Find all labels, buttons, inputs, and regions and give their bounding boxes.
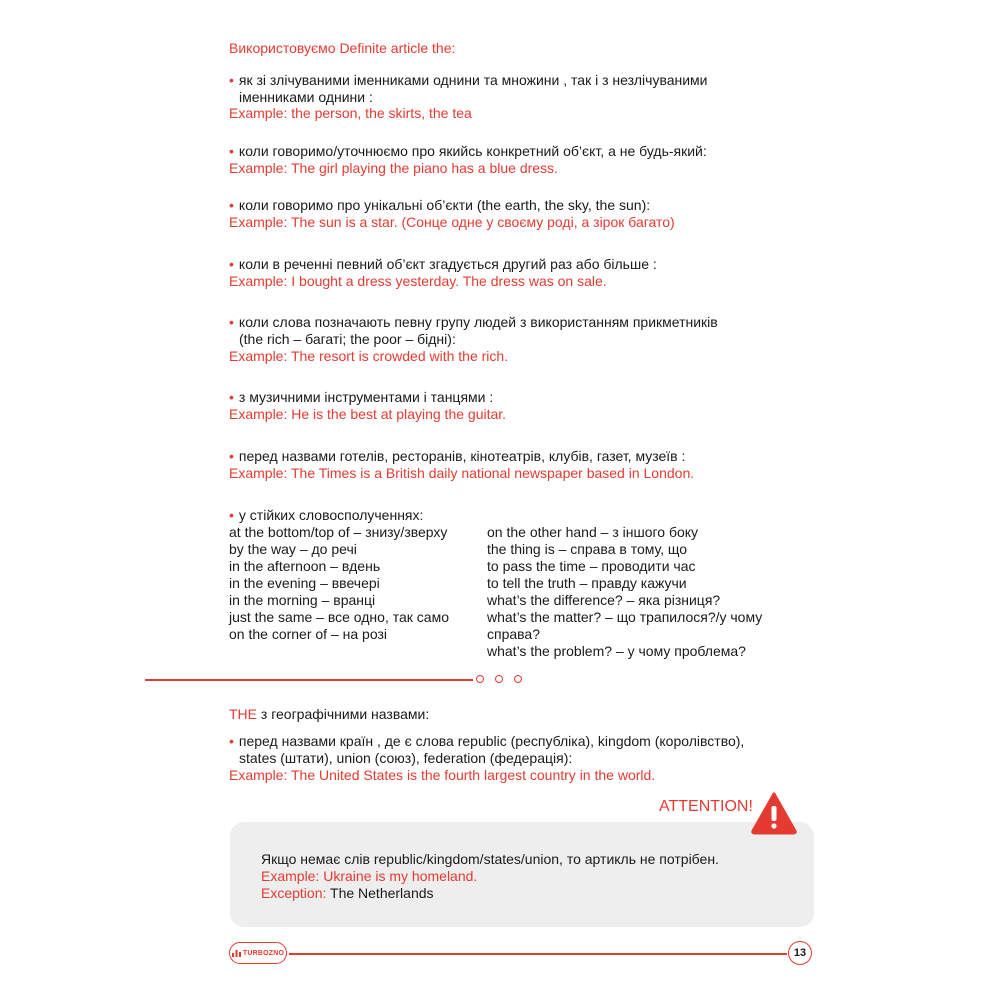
phrase-item: in the afternoon – вдень xyxy=(229,558,381,574)
rule-5-example: Example: The resort is crowded with the rich. xyxy=(229,348,509,364)
phrase-item: what’s the problem? – у чому проблема? xyxy=(487,643,746,659)
rule-1-example: Example: the person, the skirts, the tea xyxy=(229,105,472,121)
geo-line-1: • перед назвами країн , де є слова republic (республіка), kingdom (королівство), xyxy=(229,733,744,750)
bars-icon xyxy=(232,949,241,957)
geo-example: Example: The United States is the fourth largest country in the world. xyxy=(229,767,656,783)
phrase-item: the thing is – справа в тому, що xyxy=(487,541,688,557)
brand-logo-text: TURBOZNO xyxy=(242,949,285,957)
attention-text: Якщо немає слів republic/kingdom/states/union, то артикль не потрібен. xyxy=(261,851,719,867)
phrase-item: to tell the truth – правду кажучи xyxy=(487,575,687,591)
phrases-intro: • у стійких словосполученнях: xyxy=(229,507,423,524)
section-divider xyxy=(145,679,473,681)
brand-logo xyxy=(229,942,287,964)
phrases-right-column xyxy=(487,524,762,660)
rule-5-line-1: • коли слова позначають певну групу людей з використанням прикметників xyxy=(229,314,718,331)
warning-icon xyxy=(750,791,798,835)
attention-label: ATTENTION! xyxy=(659,798,753,815)
rule-7-example: Example: The Times is a British daily national newspaper based in London. xyxy=(229,465,695,481)
divider-dot xyxy=(476,675,484,683)
rule-2-line-1: • коли говоримо/уточнюємо про якийсь конкретний об’єкт, а не будь-який: xyxy=(229,143,707,160)
rule-4-example: Example: I bought a dress yesterday. The dress was on sale. xyxy=(229,273,607,289)
phrase-item: what’s the difference? – яка різниця? xyxy=(487,592,721,608)
rule-1-line-2: іменниками однини : xyxy=(239,89,373,105)
phrase-item: on the other hand – з іншого боку xyxy=(487,524,699,540)
rule-2-example: Example: The girl playing the piano has a blue dress. xyxy=(229,160,558,176)
phrase-item: in the morning – вранці xyxy=(229,592,376,608)
rule-7-line-1: • перед назвами готелів, ресторанів, кінотеатрів, клубів, газет, музеїв : xyxy=(229,448,685,465)
rule-3-line-1: • коли говоримо про унікальні об’єкти (the earth, the sky, the sun): xyxy=(229,197,650,214)
phrase-item: in the evening – ввечері xyxy=(229,575,380,591)
phrase-item: what’s the matter? – що трапилося?/у чому xyxy=(487,609,763,625)
phrase-item: справа? xyxy=(487,626,541,642)
phrase-item: by the way – до речі xyxy=(229,541,357,557)
attention-example: Example: Ukraine is my homeland. xyxy=(261,868,478,884)
attention-exception: Exception: The Netherlands xyxy=(261,885,434,901)
geo-title: THE з географічними назвами: xyxy=(229,706,430,722)
page-number: 13 xyxy=(788,941,812,965)
divider-dot xyxy=(514,675,522,683)
geo-line-2: states (штати), union (союз), federation (федерація): xyxy=(239,750,573,766)
rule-1-line-1: • як зі злічуваними іменниками однини та множини , так і з незлічуваними xyxy=(229,72,708,89)
rule-6-example: Example: He is the best at playing the guitar. xyxy=(229,406,507,422)
phrase-item: on the corner of – на розі xyxy=(229,626,387,642)
rule-4-line-1: • коли в реченні певний об’єкт згадується другий раз або більше : xyxy=(229,256,657,273)
page-heading: Використовуємо Definite article the: xyxy=(229,40,456,56)
phrases-left-column xyxy=(229,524,449,643)
divider-dot xyxy=(495,675,503,683)
phrase-item: just the same – все одно, так само xyxy=(229,609,449,625)
rule-5-line-2: (the rich – багаті; the poor – бідні): xyxy=(239,331,456,347)
phrase-item: to pass the time – проводити час xyxy=(487,558,696,574)
rule-6-line-1: • з музичними інструментами і танцями : xyxy=(229,389,493,406)
phrase-item: at the bottom/top of – знизу/зверху xyxy=(229,524,448,540)
rule-3-example: Example: The sun is a star. (Сонце одне у своєму роді, а зірок багато) xyxy=(229,214,675,230)
footer-line xyxy=(289,953,787,955)
